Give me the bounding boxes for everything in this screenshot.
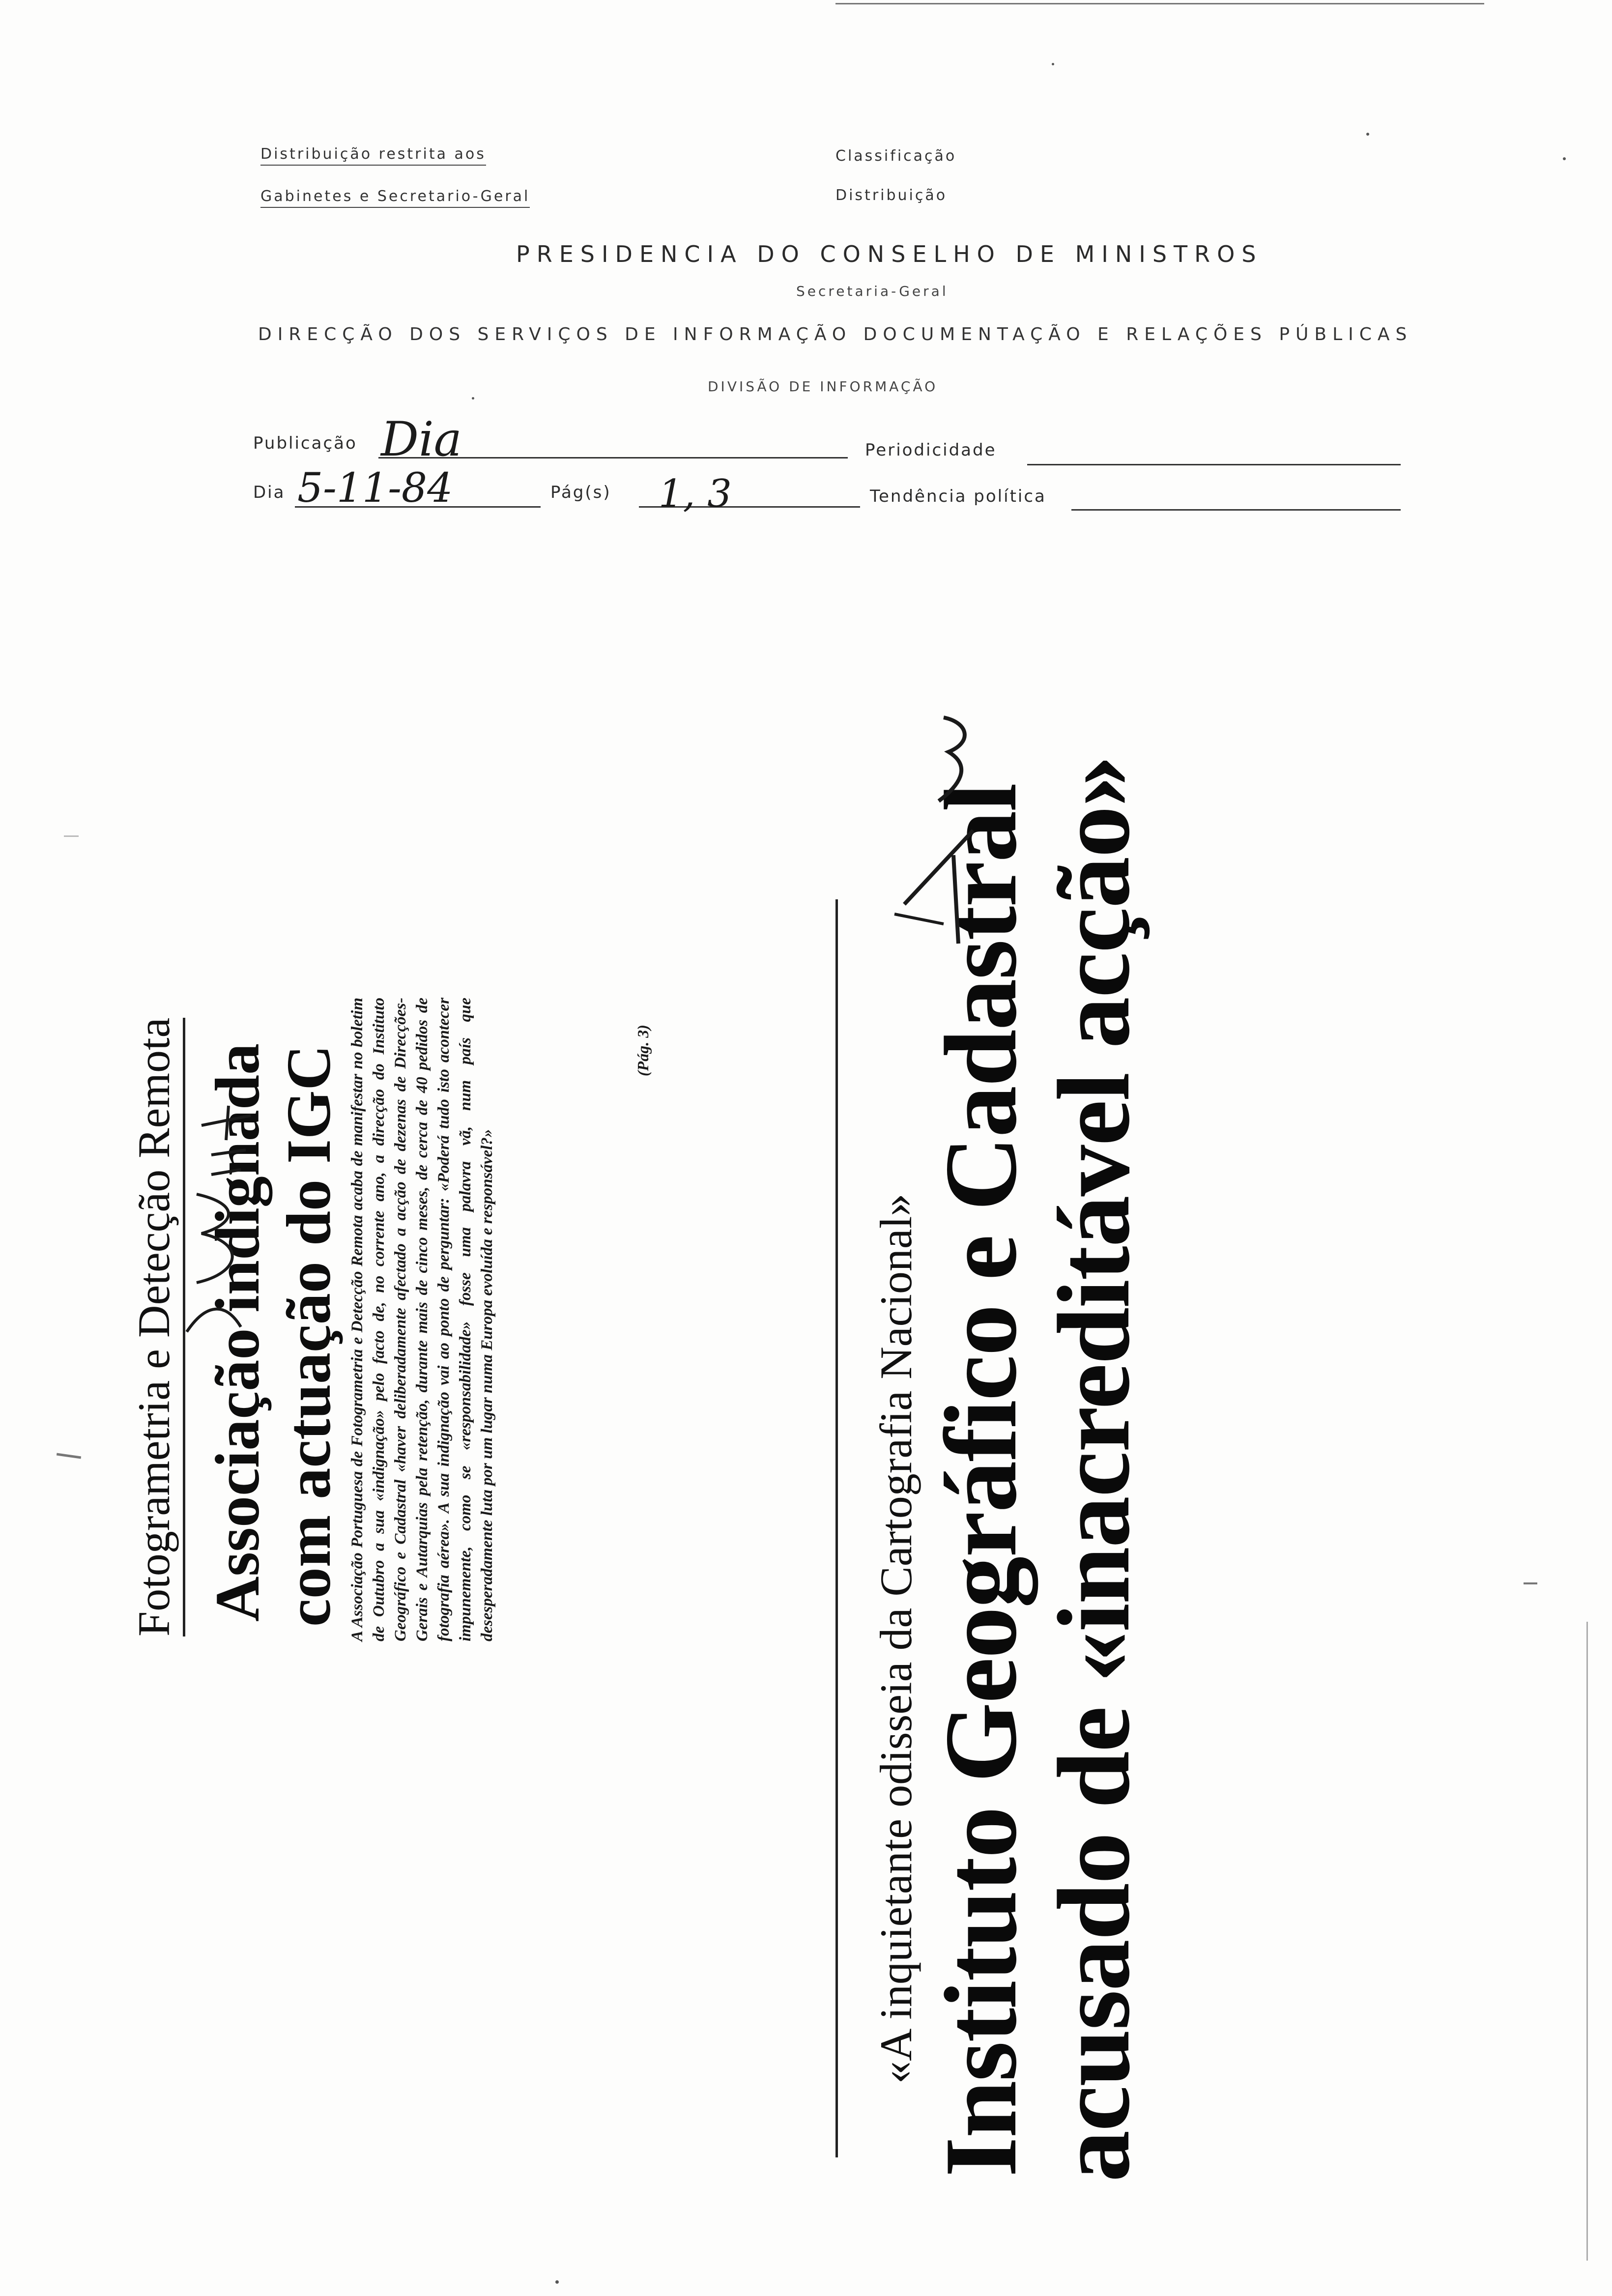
publication-label: Publicação: [253, 433, 357, 453]
distribution-line-1: Distribuição restrita aos: [260, 145, 486, 166]
clipping2-kicker: «A inquietante odisseia da Cartografia Nacional»: [871, 1193, 921, 2084]
secretariat-label: Secretaria-Geral: [796, 283, 949, 299]
clipping1-page-ref: (Pág. 3): [634, 1025, 652, 1076]
scan-mark: [1524, 1582, 1537, 1584]
distributed-label: Distribuição: [835, 187, 948, 204]
document-title: PRESIDENCIA DO CONSELHO DE MINISTROS: [516, 241, 1263, 267]
distribution-line-2: Gabinetes e Secretario-Geral: [260, 188, 530, 208]
division-label: DIVISÃO DE INFORMAÇÃO: [708, 378, 938, 395]
clipping2-handwritten-annotation: [875, 708, 993, 953]
political-label: Tendência política: [870, 487, 1046, 506]
clipping1-headline-line1: Associação indignada: [202, 1043, 272, 1622]
classification-label: Classificação: [835, 147, 957, 165]
scan-speck: [555, 2280, 559, 2284]
directorate-label: DIRECÇÃO DOS SERVIÇOS DE INFORMAÇÃO DOCUMENTAÇÃO E RELAÇÕES PÚBLICAS: [258, 324, 1413, 344]
scan-mark: [64, 835, 79, 837]
political-line: [1071, 509, 1401, 511]
pages-value: 1, 3: [659, 472, 732, 516]
day-value: 5-11-84: [297, 465, 453, 512]
scan-speck: [1366, 133, 1369, 136]
clipping2-headline-line2: acusado de «inacreditável acção»: [1037, 756, 1151, 2182]
clipping1-handwritten-annotation: [167, 1096, 265, 1351]
scan-mark: [57, 1453, 81, 1459]
clipping1-kicker: Fotogrametria e Detecção Remota: [128, 1018, 185, 1636]
clipping2-rule: [835, 899, 838, 2157]
scan-edge-right: [1586, 1622, 1588, 2261]
clipping1-headline-line2: com actuação do IGC: [274, 1045, 344, 1627]
day-label: Dia: [253, 483, 286, 502]
periodicity-label: Periodicidade: [865, 440, 997, 460]
scan-speck: [1563, 157, 1566, 160]
scan-speck: [472, 397, 474, 400]
periodicity-line: [1027, 464, 1401, 465]
clipping2-headline-line1: Instituto Geográfico e Cadastral: [924, 784, 1038, 2177]
scan-edge-top: [835, 3, 1484, 4]
scan-speck: [1052, 63, 1054, 65]
clipping1-body: A Associação Portuguesa de Fotogrametria e Detecção Remota acaba de manifestar no boletim de Outubro a sua «indignação» pelo facto de, no corrente ano, a direcção do Instituto Geográfico e Cadastral «haver deliberadamente afectado a acção de dezenas de Direcções-Gerais e Autarquias pela retenção, durante mais de cinco meses, de cerca de 40 pedidos de fotografia aérea». A sua indignação vai ao ponto de perguntar: «Poderá tudo isto acontecer impunemente, como se «responsabilidade» fosse uma palavra vã, num país que desesperadamente luta por um lugar numa Europa evoluída e responsável?»: [348, 998, 496, 1641]
publication-value: Dia: [381, 412, 462, 467]
pages-label: Pág(s): [550, 483, 611, 502]
